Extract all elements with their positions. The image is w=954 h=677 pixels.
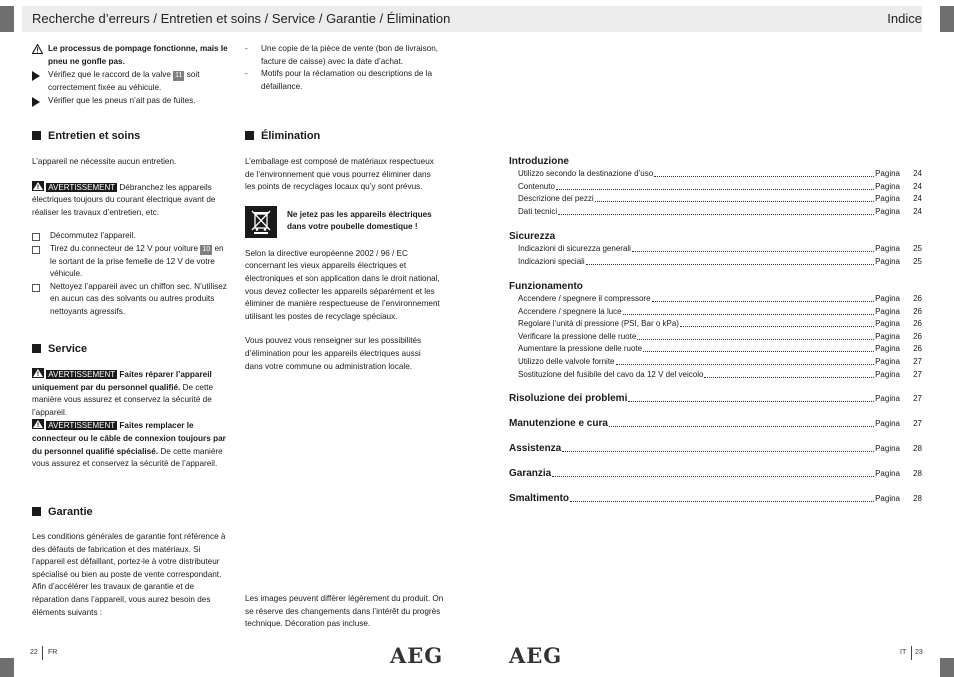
toc-entry-label: Aumentare la pressione delle ruote [518, 344, 643, 354]
garantie-list [245, 43, 440, 93]
dot-leader [552, 476, 874, 477]
page-word: Pagina [875, 244, 900, 253]
toc-entry[interactable] [518, 256, 922, 268]
step-text: Vérifier que les pneus n’ait pas de fuites. [48, 96, 196, 106]
step-row [32, 95, 232, 108]
dot-leader [616, 364, 875, 365]
warning-triangle-icon [32, 368, 44, 378]
toc-entry-label: Indicazioni di sicurezza generali [518, 244, 631, 253]
checklist [32, 230, 232, 318]
list-item: - Une copie de la pièce de vente (bon de livraison, facture de caisse) avec la date d’achat. [245, 44, 439, 66]
toc-section-heading[interactable]: Sicurezza [509, 231, 556, 242]
square-bullet-icon [32, 344, 41, 353]
checkbox-icon [32, 233, 40, 241]
section-heading-garantie: Garantie [32, 506, 93, 518]
warning-bold-text: Faites remplacer le connecteur ou le câble de connexion toujours par du personnel qualifié spécialisé. [32, 421, 226, 456]
square-bullet-icon [32, 131, 41, 140]
toc-entry[interactable] [518, 181, 922, 193]
entretien-warning [32, 181, 232, 220]
dot-leader [680, 326, 874, 327]
page-word: Pagina [875, 494, 900, 503]
entretien-section [32, 156, 232, 319]
toc-entry[interactable] [509, 393, 922, 405]
toc-entry[interactable] [518, 243, 922, 255]
footer-divider [42, 646, 43, 660]
step-text: Vérifiez que le raccord de la valve [48, 70, 171, 80]
toc-entry[interactable] [509, 418, 922, 430]
toc-entry-label: Descrizione dei pezzi [518, 194, 594, 204]
page-number: 27 [913, 419, 922, 428]
toc-entry[interactable] [509, 493, 922, 505]
page-word: Pagina [875, 319, 900, 329]
toc-entry-label: Smaltimento [509, 493, 570, 504]
checklist-item: Nettoyez l’appareil avec un chiffon sec. N’utilisez en aucun cas des solvants ou autres produits nettoyants agressifs. [32, 281, 232, 319]
page-word: Pagina [875, 294, 900, 303]
toc-entry[interactable] [518, 306, 922, 318]
arrow-right-icon [32, 97, 40, 107]
elimination-p2: Selon la directive européenne 2002 / 96 / EC concernant les vieux appareils électriques et électroniques et son application dans le droit national, vous devez collecter les appareils séparément et les éliminer de manière respectueuse de l’environnement utilisant les postes de recyclage spéciaux. [245, 248, 440, 321]
toc-entry-label: Garanzia [509, 468, 552, 479]
square-bullet-icon [32, 507, 41, 516]
page-word: Pagina [875, 169, 900, 178]
page-word: Pagina [875, 331, 900, 341]
toc-entry-label: Regolare l’unità di pressione (PSI, Bar o kPa) [518, 319, 679, 329]
dot-leader [558, 214, 874, 215]
toc-section-heading[interactable]: Funzionamento [509, 281, 583, 292]
square-bullet-icon [245, 131, 254, 140]
toc-entry-label: Accendere / spegnere il compressore [518, 294, 651, 303]
elimination-section [245, 156, 440, 373]
warning-bold-text: Faites réparer l’appareil uniquement par du personnel qualifié. [32, 370, 212, 392]
dot-leader [570, 501, 874, 502]
weee-notice-text: Ne jetez pas les appareils électriques dans votre poubelle domestique ! [287, 209, 432, 232]
page-word: Pagina [875, 369, 900, 379]
page-number: 24 [913, 181, 922, 191]
step-text-cont: soit correctement fixée au véhicule. [48, 70, 200, 92]
elimination-p1: L’emballage est composé de matériaux respectueux de l’environnement que vous pourrez éliminer dans les points de recyclages locaux qu’y sont prévus. [245, 157, 434, 192]
toc-entry-label: Accendere / spegnere la luce [518, 306, 622, 316]
page-title-right: Indice [887, 11, 922, 26]
toc-section-heading[interactable]: Introduzione [509, 156, 569, 167]
footer-divider [911, 646, 912, 660]
page-number: 27 [913, 394, 922, 403]
elimination-p3: Vous pouvez vous renseigner sur les possibilités d’élimination pour les appareils électriques aussi dans votre commune ou administration locale. [245, 336, 422, 371]
warning-title: Le processus de pompage fonctionne, mais le pneu ne gonfle pas. [48, 44, 228, 66]
dot-leader [595, 201, 874, 202]
corner-marker-top-left [0, 6, 14, 32]
list-item: - Motifs pour la réclamation ou descriptions de la défaillance. [245, 69, 433, 91]
toc-entry[interactable] [518, 343, 922, 355]
toc-entry[interactable] [518, 356, 922, 368]
section-heading-elimination: Élimination [245, 130, 320, 142]
toc-entry-label: Utilizzo secondo la destinazione d’uso [518, 169, 654, 178]
service-warning-2 [32, 419, 232, 470]
page-number: 26 [913, 344, 922, 354]
warning-label: AVERTISSEMENT [48, 421, 116, 431]
dot-leader [637, 339, 874, 340]
checklist-item: Décommutez l’appareil. [32, 230, 232, 243]
page-word: Pagina [875, 256, 900, 266]
dot-leader [586, 264, 874, 265]
weee-notice [245, 206, 440, 238]
warning-text: Débranchez les appareils électriques toujours du courant électrique avant de réaliser les travaux d’entretien, etc. [32, 182, 216, 217]
warning-text: De cette manière vous assurez et conservez la sécurité de l’appareil. [32, 382, 214, 417]
page-word: Pagina [875, 194, 900, 204]
page-number: 26 [913, 306, 922, 316]
part-number-badge: 11 [175, 72, 183, 80]
toc-entry-label: Sostituzione del fusibile del cavo da 12 V del veicolo [518, 369, 704, 379]
page-number: 28 [913, 494, 922, 503]
language-code-right: IT [900, 649, 907, 656]
entretien-intro: L’appareil ne nécessite aucun entretien. [32, 157, 177, 166]
toc-entry[interactable] [518, 168, 922, 180]
page-word: Pagina [875, 444, 900, 453]
dot-leader [654, 176, 874, 177]
page-number: 24 [913, 206, 922, 216]
aeg-logo-left: AEG [390, 643, 444, 668]
warning-triangle-icon [32, 419, 44, 429]
checklist-item: Tirez du connecteur de 12 V pour voiture 10 en le sortant de la prise femelle de 12 V de votre véhicule. [32, 243, 232, 281]
dot-leader [632, 251, 874, 252]
page-word: Pagina [875, 306, 900, 316]
warning-title-row [32, 43, 232, 68]
section-heading-service: Service [32, 343, 87, 355]
page-number: 26 [913, 294, 922, 303]
toc-entry-label: Contenuto [518, 181, 555, 191]
toc-entry-label: Assistenza [509, 443, 562, 454]
dot-leader [562, 451, 874, 452]
page-number: 24 [913, 169, 922, 178]
checkbox-icon [32, 246, 40, 254]
page-word: Pagina [875, 206, 900, 216]
toc-entry[interactable] [509, 443, 922, 455]
page-number: 25 [913, 244, 922, 253]
service-warning-1 [32, 368, 232, 419]
toc-entry[interactable] [509, 468, 922, 480]
page-number-left: 22 [30, 649, 38, 656]
toc-entry-label: Risoluzione dei problemi [509, 393, 628, 404]
page-number: 26 [913, 331, 922, 341]
dot-leader [628, 401, 874, 402]
warning-triangle-icon [32, 181, 44, 191]
troubleshooting-block [32, 43, 232, 108]
toc-entry[interactable] [518, 369, 922, 381]
page-word: Pagina [875, 394, 900, 403]
toc-entry-label: Verificare la pressione delle ruote [518, 331, 637, 341]
toc-entry[interactable] [518, 293, 922, 305]
warning-label: AVERTISSEMENT [48, 182, 116, 192]
step-row [32, 69, 232, 94]
corner-marker-bottom-right [940, 658, 954, 677]
warning-triangle-icon [32, 44, 43, 54]
crossed-bin-icon [245, 206, 277, 238]
toc-entry[interactable] [518, 318, 922, 330]
aeg-logo-right: AEG [509, 643, 563, 668]
toc-entry[interactable] [518, 331, 922, 343]
dot-leader [652, 301, 875, 302]
section-heading-entretien: Entretien et soins [32, 130, 140, 142]
dot-leader [556, 189, 874, 190]
corner-marker-bottom-left [0, 658, 14, 677]
arrow-right-icon [32, 71, 40, 81]
page-word: Pagina [875, 419, 900, 428]
toc-entry[interactable] [518, 193, 922, 205]
dot-leader [643, 351, 874, 352]
toc-entry-label: Dati tecnici [518, 206, 558, 216]
page-number: 26 [913, 319, 922, 329]
page-word: Pagina [875, 344, 900, 354]
corner-marker-top-right [940, 6, 954, 32]
page-number: 28 [913, 469, 922, 478]
page-number: 28 [913, 444, 922, 453]
dot-leader [704, 377, 874, 378]
part-number-badge: 10 [202, 245, 211, 253]
checkbox-icon [32, 284, 40, 292]
toc-entry-label: Indicazioni speciali [518, 256, 585, 266]
page-word: Pagina [875, 357, 900, 366]
disclaimer: Les images peuvent différer légèrement du produit. On se réserve des changements dans l’intérêt du progrès technique. Décoration pas incluse. [245, 594, 444, 629]
page-number-right: 23 [915, 649, 923, 656]
warning-text: De cette manière vous assurez et conservez la sécurité de l’appareil. [32, 446, 223, 469]
garantie-text: Les conditions générales de garantie font référence à des défauts de fabrication et des matériaux. Si l’appareil est défaillant, portez-le à votre distributeur spécialisé ou bien au poste de vente correspondant. Afin d’accélérer les travaux de garantie et de réparation dans l’appareil, vous aurez besoin des éléments suivants : [32, 532, 226, 617]
toc-entry-label: Utilizzo delle valvole fornite [518, 357, 615, 366]
page-word: Pagina [875, 181, 900, 191]
dot-leader [609, 426, 874, 427]
toc-entry[interactable] [518, 206, 922, 218]
warning-label: AVERTISSEMENT [48, 370, 116, 379]
toc-entry-label: Manutenzione e cura [509, 418, 608, 429]
page-word: Pagina [875, 469, 900, 478]
page-number: 27 [913, 369, 922, 379]
dot-leader [623, 314, 874, 315]
service-section [32, 368, 232, 471]
page-title-left: Recherche d’erreurs / Entretien et soins / Service / Garantie / Élimination [32, 11, 451, 26]
language-code-left: FR [48, 649, 58, 656]
page-number: 27 [913, 357, 922, 366]
page-number: 25 [913, 256, 922, 266]
page-number: 24 [913, 194, 922, 204]
